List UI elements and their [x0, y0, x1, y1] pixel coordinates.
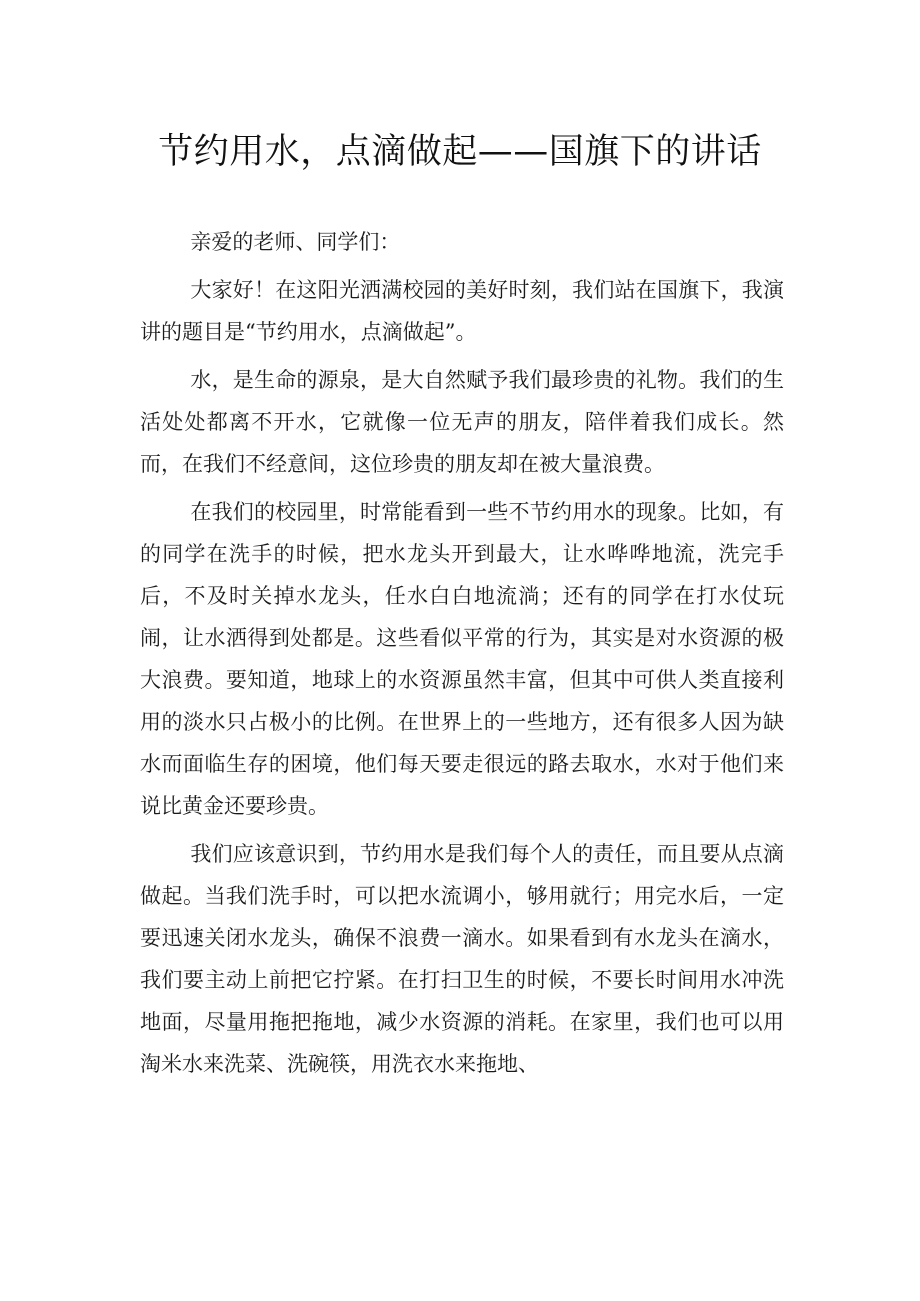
document-body — [140, 221, 784, 1085]
paragraph-4: 我们应该意识到，节约用水是我们每个人的责任，而且要从点滴做起。当我们洗手时，可以把水流调小，够用就行；用完水后，一定要迅速关闭水龙头，确保不浪费一滴水。如果看到有水龙头在滴水，我们要主动上前把它拧紧。在打扫卫生的时候，不要长时间用水冲洗地面，尽量用拖把拖地，减少水资源的消耗。在家里，我们也可以用淘米水来洗菜、洗碗筷，用洗衣水来拖地、 — [140, 842, 784, 1076]
salutation: 亲爱的老师、同学们： — [190, 230, 401, 254]
paragraph-1: 大家好！在这阳光洒满校园的美好时刻，我们站在国旗下，我演讲的题目是“节约用水，点滴做起”。 — [140, 278, 784, 344]
paragraph-2: 水，是生命的源泉，是大自然赋予我们最珍贵的礼物。我们的生活处处都离不开水，它就像一位无声的朋友，陪伴着我们成长。然而，在我们不经意间，这位珍贵的朋友却在被大量浪费。 — [140, 368, 784, 476]
paragraph-3: 在我们的校园里，时常能看到一些不节约用水的现象。比如，有的同学在洗手的时候，把水龙头开到最大，让水哗哗地流，洗完手后，不及时关掉水龙头，任水白白地流淌；还有的同学在打水仗玩闹，让水洒得到处都是。这些看似平常的行为，其实是对水资源的极大浪费。要知道，地球上的水资源虽然丰富，但其中可供人类直接利用的淡水只占极小的比例。在世界上的一些地方，还有很多人因为缺水而面临生存的困境，他们每天要走很远的路去取水，水对于他们来说比黄金还要珍贵。 — [140, 500, 784, 818]
document-title: 节约用水，点滴做起——国旗下的讲话 — [158, 132, 762, 172]
